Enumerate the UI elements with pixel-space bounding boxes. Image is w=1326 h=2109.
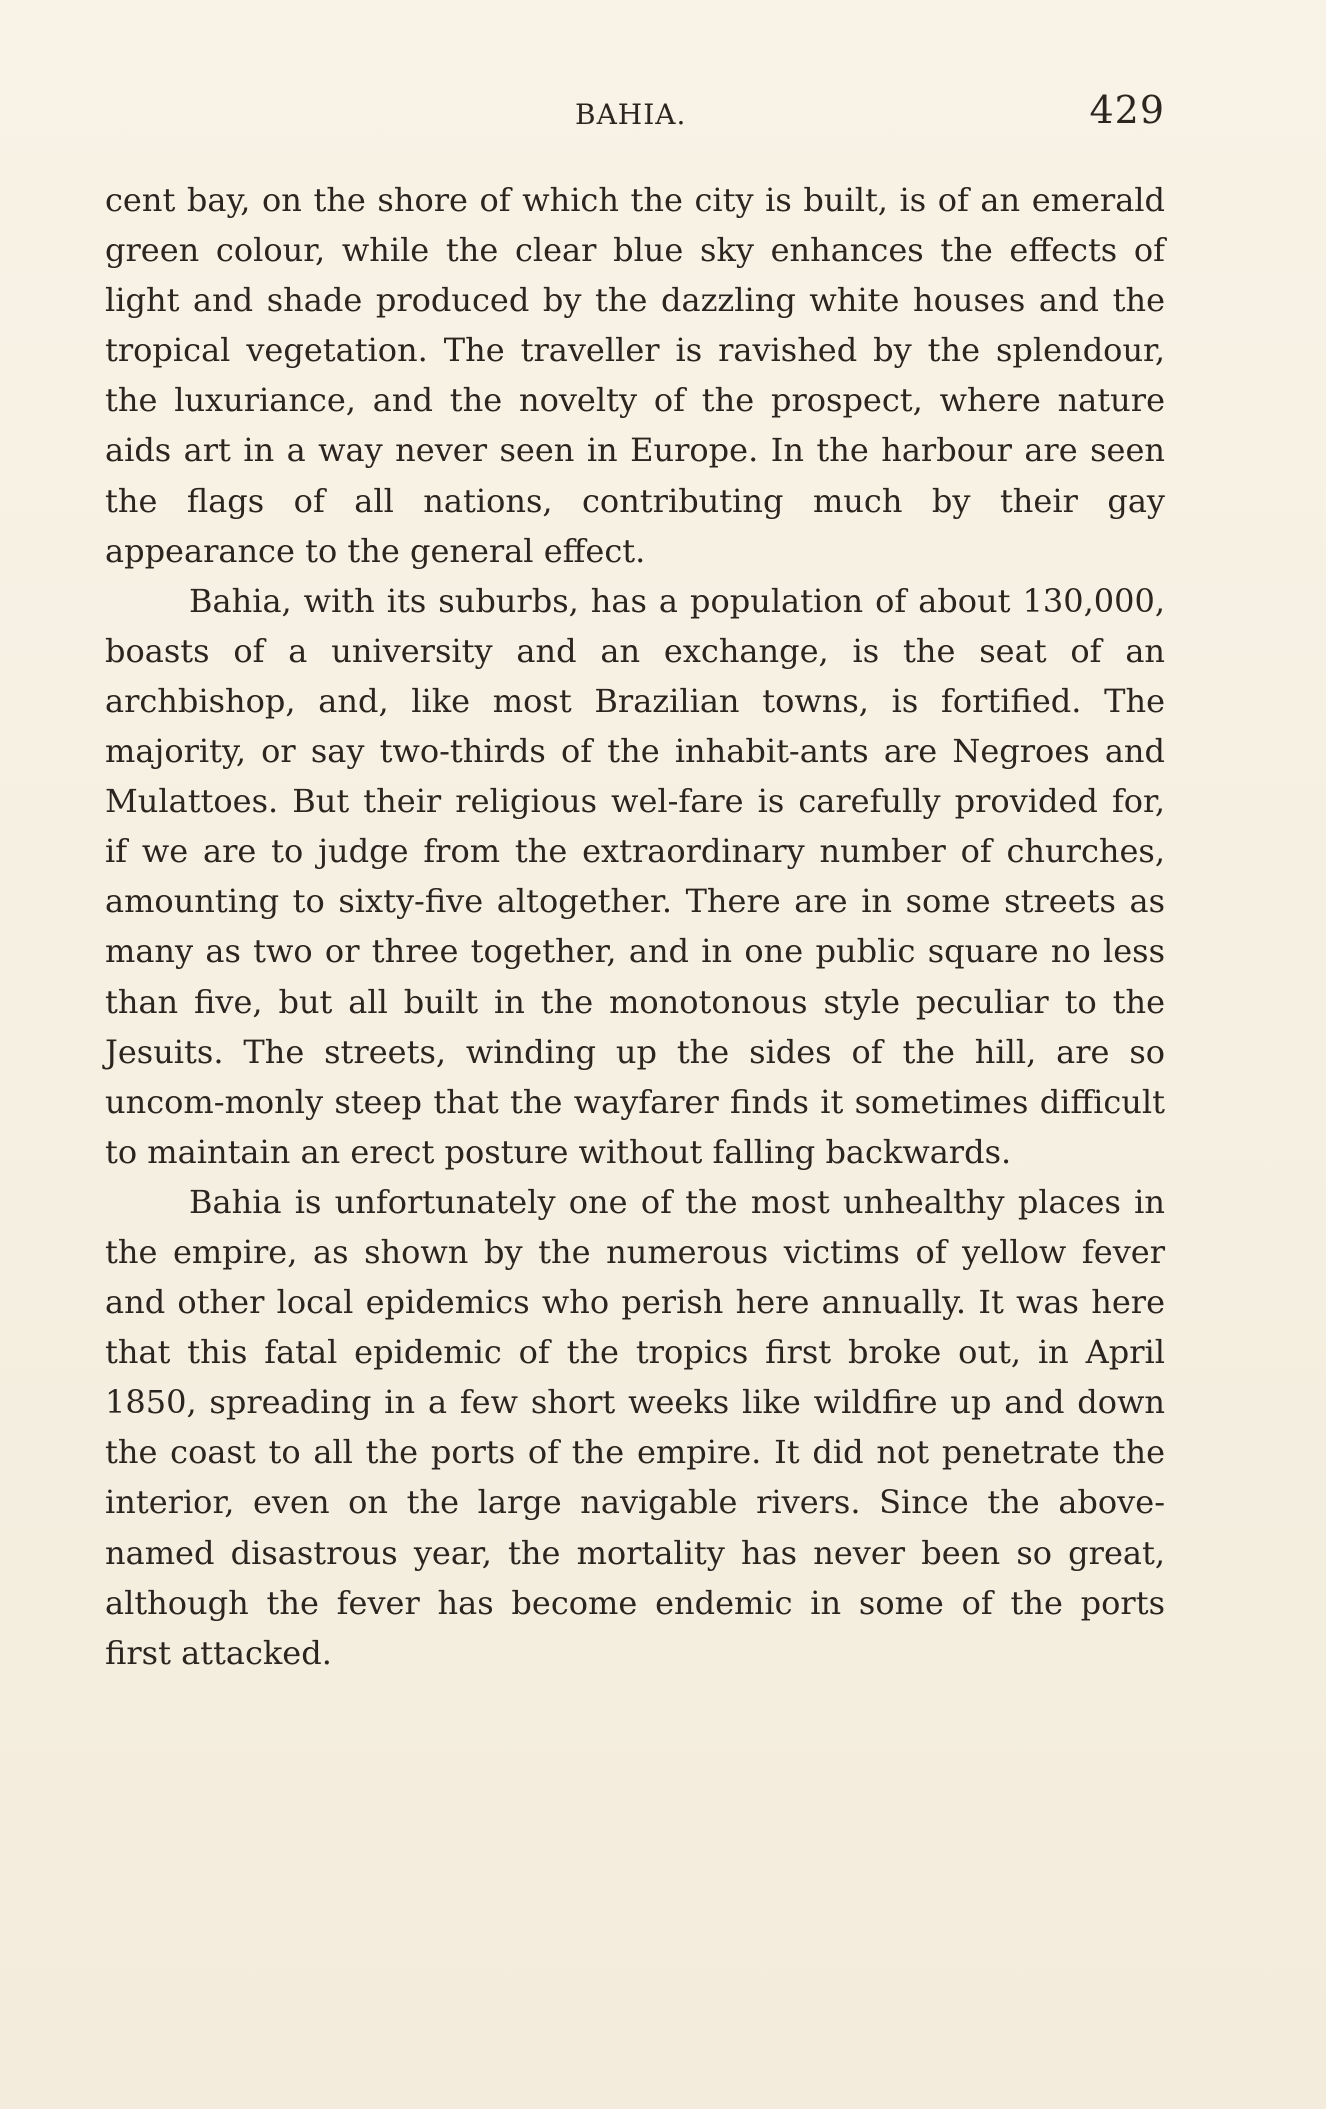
page-header xyxy=(105,88,1165,138)
paragraph-1: cent bay, on the shore of which the city is built, is of an emerald green colour, while the clear blue sky enhances the effects of light and shade produced by the dazzling white houses and the tropical vegetation. The traveller is ravished by the splendour, the luxuriance, and the novelty of the prospect, where nature aids art in a way never seen in Europe. In the harbour are seen the flags of all nations, contributing much by their gay appearance to the general effect. xyxy=(105,181,1165,570)
running-head: BAHIA. xyxy=(575,98,687,131)
page-number: 429 xyxy=(1089,88,1165,132)
paragraph-3: Bahia is unfortunately one of the most unhealthy places in the empire, as shown by the numerous victims of yellow fever and other local epidemics who perish here annually. It was here that this fatal epidemic of the tropics first broke out, in April 1850, spreading in a few short weeks like wildfire up and down the coast to all the ports of the empire. It did not penetrate the interior, even on the large navigable rivers. Since the above-named disastrous year, the mortality has never been so great, although the fever has become endemic in some of the ports first attacked. xyxy=(105,1182,1165,1672)
paragraph-2: Bahia, with its suburbs, has a population of about 130,000, boasts of a university and an exchange, is the seat of an archbishop, and, like most Brazilian towns, is fortified. The majority, or say two-thirds of the inhabit-ants are Negroes and Mulattoes. But their religious wel-fare is carefully provided for, if we are to judge from the extraordinary number of churches, amounting to sixty-five altogether. There are in some streets as many as two or three together, and in one public square no less than five, but all built in the monotonous style peculiar to the Jesuits. The streets, winding up the sides of the hill, are so uncom-monly steep that the wayfarer finds it sometimes difficult to maintain an erect posture without falling backwards. xyxy=(105,581,1165,1171)
body-text xyxy=(105,175,1165,1678)
